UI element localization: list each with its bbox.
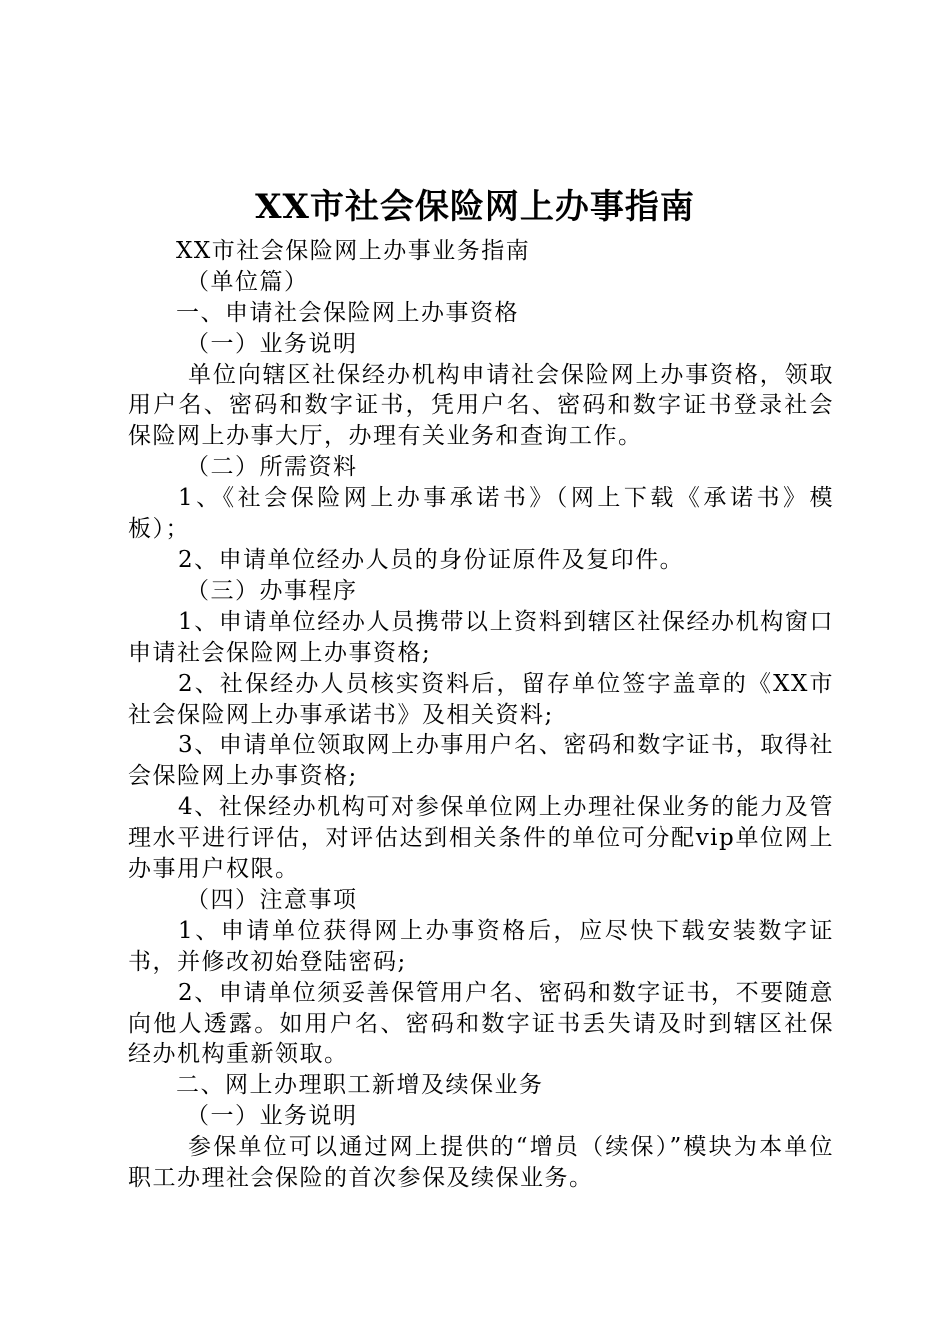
paragraph-1-2-2: 2、申请单位经办人员的身份证原件及复印件。: [178, 546, 685, 573]
section-note: （单位篇）: [186, 268, 309, 295]
subsection-heading-2-1: （一）业务说明: [186, 1103, 358, 1130]
paragraph-1-2-1: 1、《社会保险网上办事承诺书》（网上下载《承诺书》模板）；: [128, 485, 834, 543]
paragraph-1-3-1: 1、申请单位经办人员携带以上资料到辖区社保经办机构窗口申请社会保险网上办事资格;: [128, 608, 834, 666]
paragraph-1-4-1: 1、申请单位获得网上办事资格后，应尽快下载安装数字证书，并修改初始登陆密码;: [128, 917, 834, 975]
paragraph-1-3-3: 3、申请单位领取网上办事用户名、密码和数字证书，取得社会保险网上办事资格;: [128, 732, 834, 790]
section-heading-2: 二、网上办理职工新增及续保业务: [176, 1072, 544, 1099]
paragraph-1-3-2: 2、社保经办人员核实资料后，留存单位签字盖章的《XX市社会保险网上办事承诺书》及相关资料;: [128, 670, 834, 728]
document-body: [128, 236, 834, 1194]
subsection-heading-1-2: （二）所需资料: [186, 454, 358, 481]
paragraph-1-3-4: 4、社保经办机构可对参保单位网上办理社保业务的能力及管理水平进行评估，对评估达到相关条件的单位可分配vip单位网上办事用户权限。: [128, 794, 834, 883]
subsection-heading-1-1: （一）业务说明: [186, 330, 358, 357]
document-title: XX市社会保险网上办事指南: [255, 187, 695, 227]
paragraph-2-1: 参保单位可以通过网上提供的“增员（续保）”模块为本单位职工办理社会保险的首次参保及续保业务。: [128, 1134, 834, 1192]
subsection-heading-1-4: （四）注意事项: [186, 886, 358, 913]
paragraph-1-1: 单位向辖区社保经办机构申请社会保险网上办事资格，领取用户名、密码和数字证书，凭用户名、密码和数字证书登录社会保险网上办事大厅，办理有关业务和查询工作。: [128, 361, 834, 450]
subtitle-line: XX市社会保险网上办事业务指南: [176, 238, 531, 264]
paragraph-1-4-2: 2、申请单位须妥善保管用户名、密码和数字证书，不要随意向他人透露。如用户名、密码和数字证书丢失请及时到辖区社保经办机构重新领取。: [128, 979, 834, 1068]
subsection-heading-1-3: （三）办事程序: [186, 577, 358, 604]
section-heading-1: 一、申请社会保险网上办事资格: [176, 299, 519, 326]
